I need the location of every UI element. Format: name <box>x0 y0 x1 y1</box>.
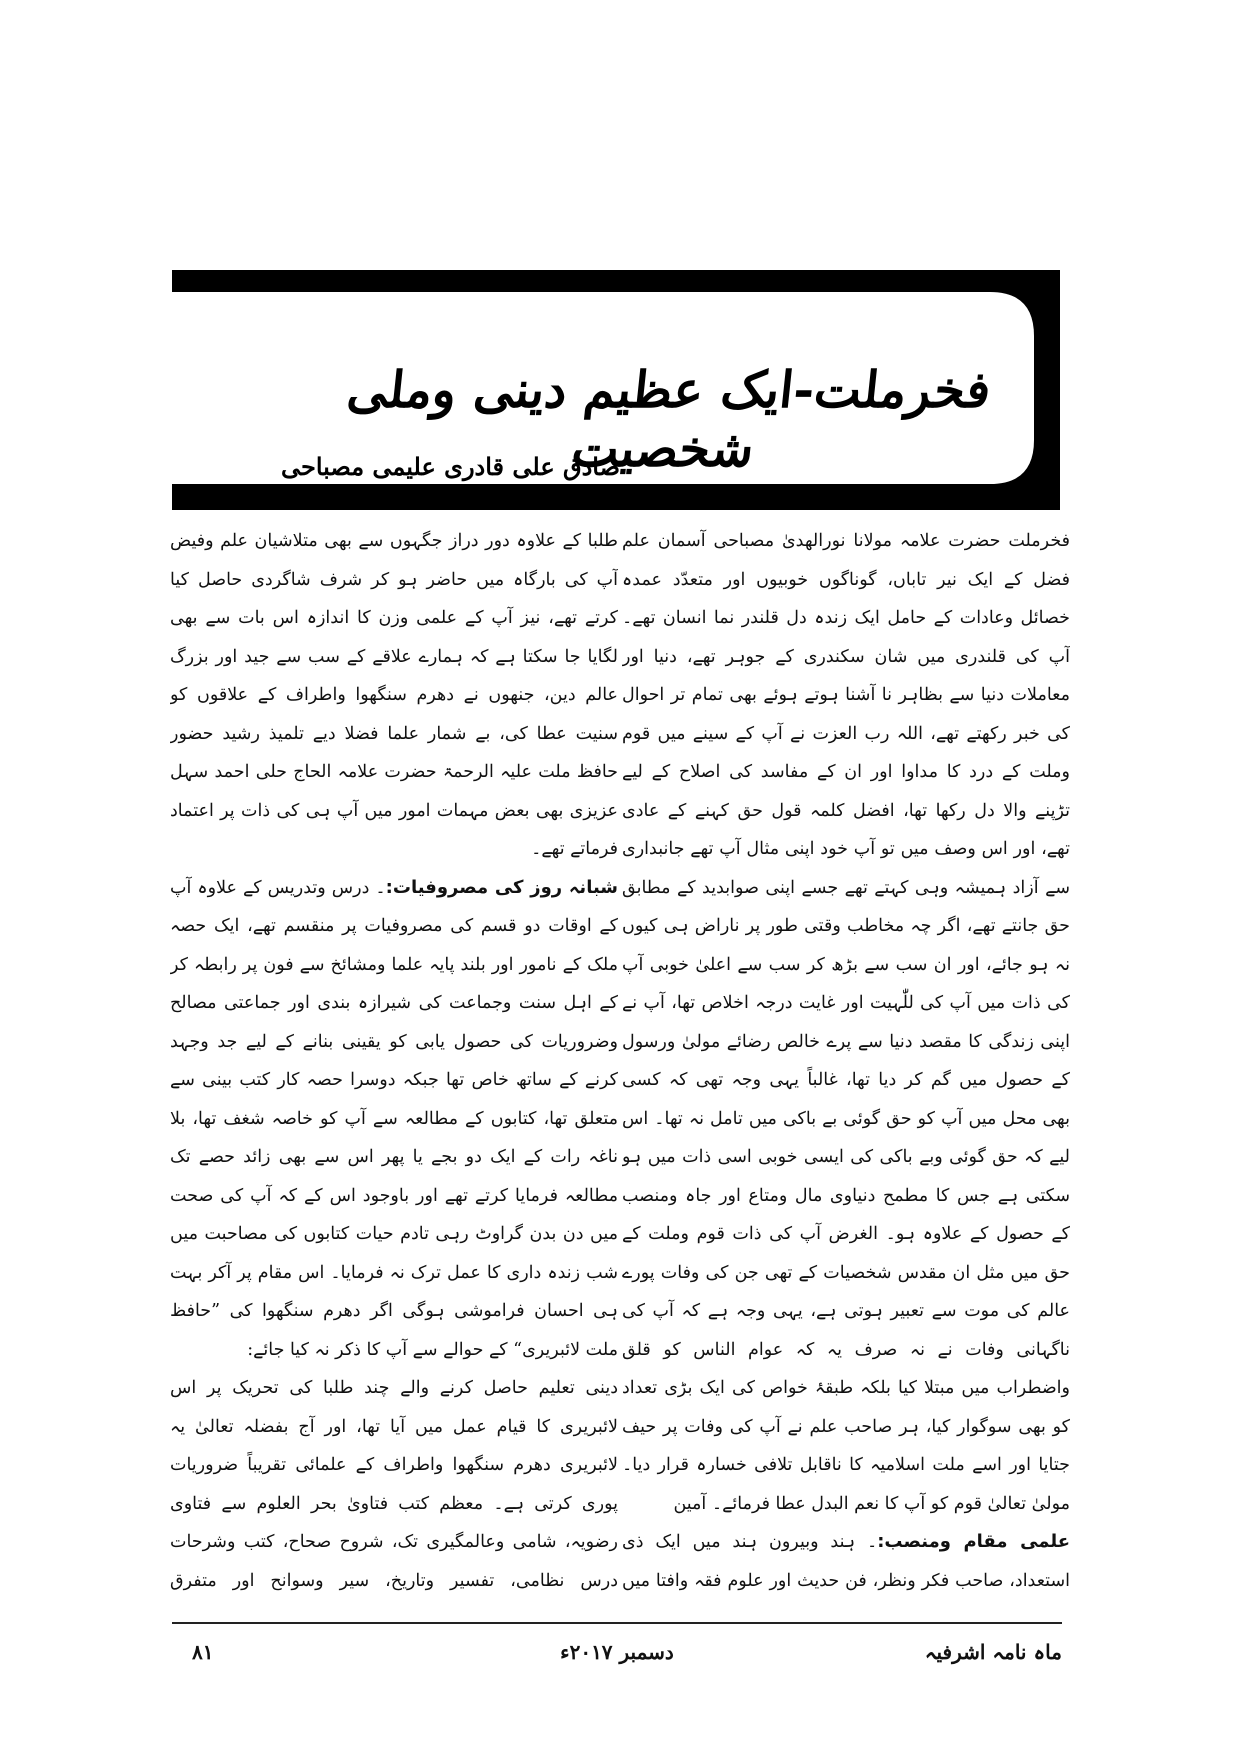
paragraph: طلبا کے علاوہ دور دراز جگہوں سے بھی متلاشیان علم وفیض آپ کی بارگاہ میں حاضر ہو کر شرف شاگردی حاصل کیا کرتے تھے، نیز آپ کے علمی وزن کا اندازہ اس بات سے بھی لگایا جا سکتا ہے کہ ہمارے علاقے کے سب سے جید اور بزرگ عالم دین، جنھوں نے دھرم سنگھوا واطراف کے علاقوں کو سنیت عطا کی، بے شمار علما فضلا دیے تلمیذ رشید حضور حافظ ملت علیہ الرحمۃ حضرت علامہ الحاج حلی احمد سہل عزیزی بھی بعض مہمات امور میں آپ ہی کی ذات پر اعتماد فرماتے تھے۔ <box>170 531 618 859</box>
article-title: فخرملت-ایک عظیم دینی وملی شخصیت <box>344 360 994 478</box>
magazine-name: ماہ نامہ اشرفیہ <box>924 1640 1062 1664</box>
section-heading: شبانہ روز کی مصروفیات: <box>385 876 618 898</box>
article-author: صادق علی قادری علیمی مصباحی <box>281 452 620 481</box>
issue-date: دسمبر ۲۰۱۷ء <box>560 1640 674 1664</box>
page-number: ۸۱ <box>192 1640 214 1664</box>
column-right <box>622 522 1070 1602</box>
paragraph: فخرملت حضرت علامہ مولانا نورالھدیٰ مصباحی آسمان علم فضل کے ایک نیر تاباں، گوناگوں خوبیوں اور متعدّد عمدہ خصائل وعادات کے حامل ایک زندہ دل قلندر نما انسان تھے۔ آپ کی قلندری میں شان سکندری کے جوہر تھے، دنیا اور معاملات دنیا سے بظاہر نا آشنا ہوتے ہوئے بھی تمام تر احوال کی خبر رکھتے تھے، اللہ رب العزت نے آپ کے سینے میں قوم وملت کے درد کا مداوا اور ان کے مفاسد کی اصلاح کے لیے تڑپنے والا دل رکھا تھا، افضل کلمہ قول حق کہنے کے عادی تھے، اور اس وصف میں تو آپ خود اپنی مثال آپ تھے جانبداری سے آزاد ہمیشہ وہی کہتے تھے جسے اپنی صوابدید کے مطابق حق جانتے تھے، اگر چہ مخاطب وقتی طور پر ناراض ہی کیوں نہ ہو جائے، اور ان سب سے بڑھ کر سب سے اعلیٰ خوبی آپ کی ذات میں آپ کی للّٰہیت اور غایت درجہ اخلاص تھا، آپ نے اپنی زندگی کا مقصد دنیا سے پرے خالص رضائے مولیٰ ورسول کے حصول میں گم کر دیا تھا، غالباً یہی وجہ تھی کہ کسی بھی محل میں آپ کو حق گوئی بے باکی میں تامل نہ تھا۔ اس لیے کہ حق گوئی وبے باکی کی ایسی خوبی اسی ذات میں ہو سکتی ہے جس کا مطمح دنیاوی مال ومتاع اور جاہ ومنصب کے حصول کے علاوہ ہو۔ الغرض آپ کی ذات قوم وملت کے حق میں مثل ان مقدس شخصیات کے تھی جن کی وفات پورے عالم کی موت سے تعبیر ہوتی ہے، یہی وجہ ہے کہ آپ کی ناگہانی وفات نے نہ صرف یہ کہ عوام الناس کو قلق واضطراب میں مبتلا کیا بلکہ طبقۂ خواص کی ایک بڑی تعداد کو بھی سوگوار کیا، ہر صاحب علم نے آپ کی وفات پر حیف جتایا اور اسے ملت اسلامیہ کا ناقابل تلافی خسارہ قرار دیا۔ مولیٰ تعالیٰ قوم کو آپ کا نعم البدل عطا فرمائے۔ آمین <box>622 531 1070 1514</box>
section-heading: علمی مقام ومنصب: <box>877 1531 1070 1552</box>
header-band <box>172 270 1060 510</box>
paragraph: شبانہ روز کی مصروفیات:۔ درس وتدریس کے علاوہ آپ کے اوقات دو قسم کی مصروفیات پر منقسم تھے، ایک حصہ ملک کے نامور اور بلند پایہ علما ومشائخ سے فون پر رابطہ کر کے اہل سنت وجماعت کی شیرازہ بندی اور جماعتی مصالح وضروریات کی حصول یابی کو یقینی بنانے کے لیے جد وجہد کرنے کے ساتھ خاص تھا جبکہ دوسرا حصہ کار کتب بینی سے متعلق تھا، کتابوں کے مطالعہ سے آپ کو خاصہ شغف تھا، بلا ناغہ رات کے ایک دو بجے یا پھر اس سے بھی زائد حصے تک مطالعہ فرمایا کرتے تھے اور باوجود اس کے کہ آپ کی صحت میں دن بدن گراوٹ رہی تادم حیات کتابوں کی مصاحبت میں شب زندہ داری کا عمل ترک نہ فرمایا۔ اس مقام پر آکر بہت ہی احسان فراموشی ہوگی اگر دھرم سنگھوا کی ”حافظ ملت لائبریری“ کے حوالے سے آپ کا ذکر نہ کیا جائے: <box>170 876 618 1360</box>
page-footer <box>172 1640 1062 1676</box>
column-left <box>170 522 618 1602</box>
footer-divider <box>172 1622 1062 1624</box>
paragraph: دینی تعلیم حاصل کرنے والے چند طلبا کی تحریک پر اس لائبریری کا قیام عمل میں آیا تھا، اور آج بفضلہ تعالیٰ یہ لائبریری دھرم سنگھوا واطراف کے علمائی تقریباً ضروریات پوری کرتی ہے۔ معظم کتب فتاویٰ بحر العلوم سے فتاوی رضویہ، شامی وعالمگیری تک، شروح صحاح، کتب وشرحات درس نظامی، تفسیر وتاریخ، سیر وسوانح اور متفرق <box>170 1378 618 1591</box>
paragraph: علمی مقام ومنصب:۔ ہند وبیرون ہند میں ایک ذی استعداد، صاحب فکر ونظر، فن حدیث اور علوم فقہ وافتا میں <box>622 1531 1070 1591</box>
